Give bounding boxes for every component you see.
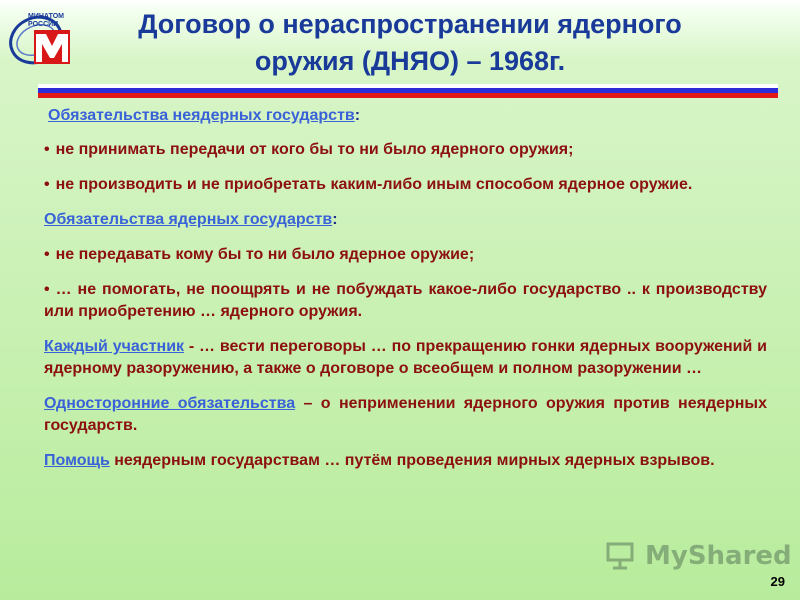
unilateral-text: – о неприменении ядерного оружия против неядерных государств. <box>44 395 767 434</box>
non-nuclear-item-2: • не производить и не приобретать каким-либо иным способом ядерное оружие. <box>44 174 767 196</box>
heading-non-nuclear: Обязательства неядерных государств: <box>48 107 361 124</box>
slide-content <box>44 105 767 485</box>
heading-nuclear: Обязательства ядерных государств: <box>44 211 338 228</box>
nuclear-item-2: • … не помогать, не поощрять и не побуждать какое-либо государство .. к производству или приобретению … ядерного оружия. <box>44 279 767 323</box>
paragraph-help <box>44 450 767 472</box>
minatom-emblem-icon <box>6 6 76 68</box>
page-number: 29 <box>770 574 785 589</box>
watermark-text: MyShared <box>645 541 792 571</box>
help-link[interactable]: Помощь <box>44 452 110 469</box>
watermark <box>605 538 792 574</box>
slide-title: Договор о нераспространении ядерного оружия (ДНЯО) – 1968г. <box>138 9 682 76</box>
participant-text: - … вести переговоры … по прекращению гонки ядерных вооружений и ядерному разоружению, а также о договоре о всеобщем и полном разоружении … <box>44 338 767 377</box>
logo-text-top: МИНАТОМ <box>28 13 65 20</box>
paragraph-participant <box>44 336 767 380</box>
unilateral-link[interactable]: Односторонние обязательства <box>44 395 296 412</box>
paragraph-unilateral <box>44 393 767 437</box>
flag-stripes <box>38 84 778 98</box>
presentation-icon <box>605 540 635 570</box>
participant-link[interactable]: Каждый участник <box>44 338 185 355</box>
heading-non-nuclear-link[interactable]: Обязательства неядерных государств <box>48 107 355 124</box>
help-text: неядерным государствам … путём проведения мирных ядерных взрывов. <box>109 452 715 469</box>
minatom-logo <box>6 6 76 68</box>
logo-text-bottom: РОССИИ <box>28 21 59 28</box>
nuclear-item-1: • не передавать кому бы то ни было ядерное оружие; <box>44 244 767 266</box>
stripe-red <box>38 93 778 98</box>
non-nuclear-item-1: • не принимать передачи от кого бы то ни было ядерного оружия; <box>44 139 767 161</box>
heading-nuclear-link[interactable]: Обязательства ядерных государств <box>44 211 333 228</box>
